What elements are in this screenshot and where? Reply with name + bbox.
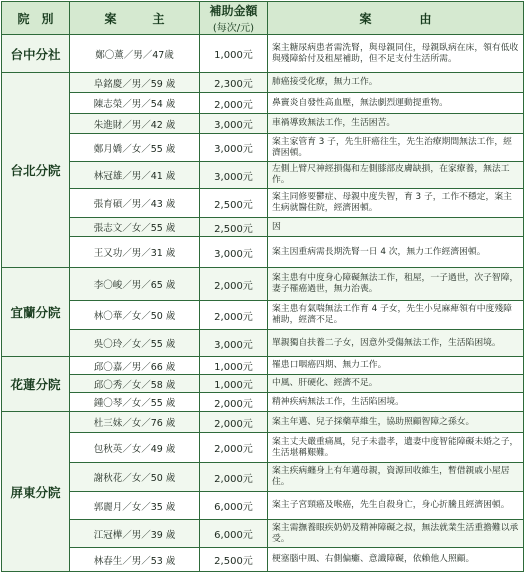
amount-cell: 6,000元 <box>200 520 268 548</box>
amount-cell: 3,000元 <box>200 162 268 189</box>
table-row <box>2 330 524 357</box>
table-row <box>2 189 524 218</box>
header-amount-title: 補助金額 <box>209 4 258 18</box>
relief-table <box>1 1 524 572</box>
branch-cell: 宜蘭分院 <box>2 268 70 357</box>
amount-cell: 2,500元 <box>200 218 268 237</box>
table-row <box>2 134 524 162</box>
person-cell: 鄭〇薰／男／47歲 <box>70 35 200 73</box>
header-amount <box>200 2 268 35</box>
table-row <box>2 301 524 330</box>
reason-cell: 案主年邁、兒子採藥草維生，協助照顧智障之孫女。 <box>268 412 524 433</box>
reason-cell: 案主子宮頸癌及喉癌，先生自殺身亡，身心折騰且經濟困頓。 <box>268 492 524 520</box>
person-cell: 郭麗月／女／35 歲 <box>70 492 200 520</box>
reason-cell: 案主疾病纏身上有年邁母親，資源回收維生，暫借親戚小屋居住。 <box>268 463 524 492</box>
reason-cell: 單親獨自扶養二子女，因意外受傷無法工作，生活陷困境。 <box>268 330 524 357</box>
amount-cell: 1,000元 <box>200 357 268 375</box>
table-row <box>2 114 524 134</box>
amount-cell: 2,000元 <box>200 412 268 433</box>
amount-cell: 2,000元 <box>200 433 268 463</box>
table-row <box>2 218 524 237</box>
reason-cell: 案主家管育 3 子，先生肝癌往生，先生治療期間無法工作，經濟困頓。 <box>268 134 524 162</box>
table-row <box>2 492 524 520</box>
amount-cell: 2,000元 <box>200 463 268 492</box>
person-cell: 林〇華／女／50 歲 <box>70 301 200 330</box>
reason-cell: 梗塞腦中風、右側偏癱、意識障礙，依賴他人照顧。 <box>268 548 524 572</box>
branch-cell: 花蓮分院 <box>2 357 70 412</box>
table-body <box>2 35 524 572</box>
table-row <box>2 433 524 463</box>
person-cell: 王又功／男／31 歲 <box>70 237 200 268</box>
table-row <box>2 237 524 268</box>
branch-cell: 台北分院 <box>2 73 70 268</box>
table-row <box>2 548 524 572</box>
person-cell: 鍾〇琴／女／55 歲 <box>70 393 200 412</box>
table-row <box>2 73 524 93</box>
table-row <box>2 393 524 412</box>
person-cell: 邱〇秀／女／58 歲 <box>70 375 200 393</box>
amount-cell: 6,000元 <box>200 492 268 520</box>
amount-cell: 2,300元 <box>200 73 268 93</box>
reason-cell: 罹患口咽癌四期、無力工作。 <box>268 357 524 375</box>
table-row <box>2 268 524 301</box>
amount-cell: 3,000元 <box>200 330 268 357</box>
amount-cell: 3,000元 <box>200 134 268 162</box>
reason-cell: 案主患有中度身心障礙無法工作，租屋，一子過世，次子智障，妻子罹癌過世，無力治喪。 <box>268 268 524 301</box>
person-cell: 阜銘慶／男／59 歲 <box>70 73 200 93</box>
reason-cell: 鼻竇炎自發性高血壓，無法劇烈運動提重物。 <box>268 93 524 114</box>
table-row <box>2 35 524 73</box>
person-cell: 邱〇嘉／男／66 歲 <box>70 357 200 375</box>
person-cell: 謝秋花／女／50 歲 <box>70 463 200 492</box>
header-branch: 院 別 <box>2 2 70 35</box>
branch-cell: 台中分社 <box>2 35 70 73</box>
person-cell: 李〇峻／男／65 歲 <box>70 268 200 301</box>
amount-cell: 3,000元 <box>200 114 268 134</box>
reason-cell: 左側上臂尺神經損傷和左側膝部皮膚缺損，在家療養，無法工作。 <box>268 162 524 189</box>
person-cell: 朱進財／男／42 歲 <box>70 114 200 134</box>
header-row <box>2 2 524 35</box>
header-case: 案 主 <box>70 2 200 35</box>
person-cell: 鄭月嬌／女／55 歲 <box>70 134 200 162</box>
amount-cell: 2,000元 <box>200 268 268 301</box>
person-cell: 杜三妹／女／76 歲 <box>70 412 200 433</box>
table-row <box>2 463 524 492</box>
reason-cell: 精神疾病無法工作，生活陷困境。 <box>268 393 524 412</box>
amount-cell: 2,000元 <box>200 393 268 412</box>
person-cell: 張志文／女／55 歲 <box>70 218 200 237</box>
reason-cell: 中風、肝硬化、經濟不足。 <box>268 375 524 393</box>
reason-cell: 案主需撫養眼疾奶奶及精神障礙之叔，無法就業生活重擔難以承受。 <box>268 520 524 548</box>
relief-table-container <box>1 1 523 567</box>
amount-cell: 2,000元 <box>200 301 268 330</box>
table-row <box>2 520 524 548</box>
reason-cell: 案主患有氣喘無法工作育 4 子女，先生小兒麻痺領有中度殘障補助，經濟不足。 <box>268 301 524 330</box>
table-row <box>2 375 524 393</box>
reason-cell: 案主同修要鬱症、母親中度失智，育 3 子，工作不穩定，案主生病就醫住院，經濟困頓。 <box>268 189 524 218</box>
person-cell: 江冠樺／男／39 歲 <box>70 520 200 548</box>
table-row <box>2 93 524 114</box>
reason-cell: 肺癌接受化療，無力工作。 <box>268 73 524 93</box>
reason-cell: 案主糖尿病患者需洗腎，與母親同住，母親臥病在床，領有低收與殘障給付及租屋補助，但不足支付生活所需。 <box>268 35 524 73</box>
reason-cell: 案主因重病需長期洗腎一日 4 次，無力工作經濟困頓。 <box>268 237 524 268</box>
header-amount-unit: (每次/元) <box>212 23 255 34</box>
amount-cell: 2,500元 <box>200 548 268 572</box>
branch-cell: 屏東分院 <box>2 412 70 572</box>
table-row <box>2 357 524 375</box>
amount-cell: 2,000元 <box>200 93 268 114</box>
person-cell: 包秋英／女／49 歲 <box>70 433 200 463</box>
person-cell: 林冠雄／男／41 歲 <box>70 162 200 189</box>
reason-cell: 案主丈夫嚴重痛風，兒子未盡孝，遺妻中度智能障礙未婚之子，生活堪稱艱難。 <box>268 433 524 463</box>
header-reason: 案 由 <box>268 2 524 35</box>
amount-cell: 1,000元 <box>200 35 268 73</box>
person-cell: 張育碩／男／43 歲 <box>70 189 200 218</box>
reason-cell: 車禍導致無法工作，生活困苦。 <box>268 114 524 134</box>
table-row <box>2 162 524 189</box>
table-row <box>2 412 524 433</box>
amount-cell: 2,500元 <box>200 189 268 218</box>
person-cell: 林春生／男／53 歲 <box>70 548 200 572</box>
reason-cell: 因 <box>268 218 524 237</box>
person-cell: 吳〇玲／女／55 歲 <box>70 330 200 357</box>
person-cell: 陳志榮／男／54 歲 <box>70 93 200 114</box>
amount-cell: 1,000元 <box>200 375 268 393</box>
amount-cell: 3,000元 <box>200 237 268 268</box>
